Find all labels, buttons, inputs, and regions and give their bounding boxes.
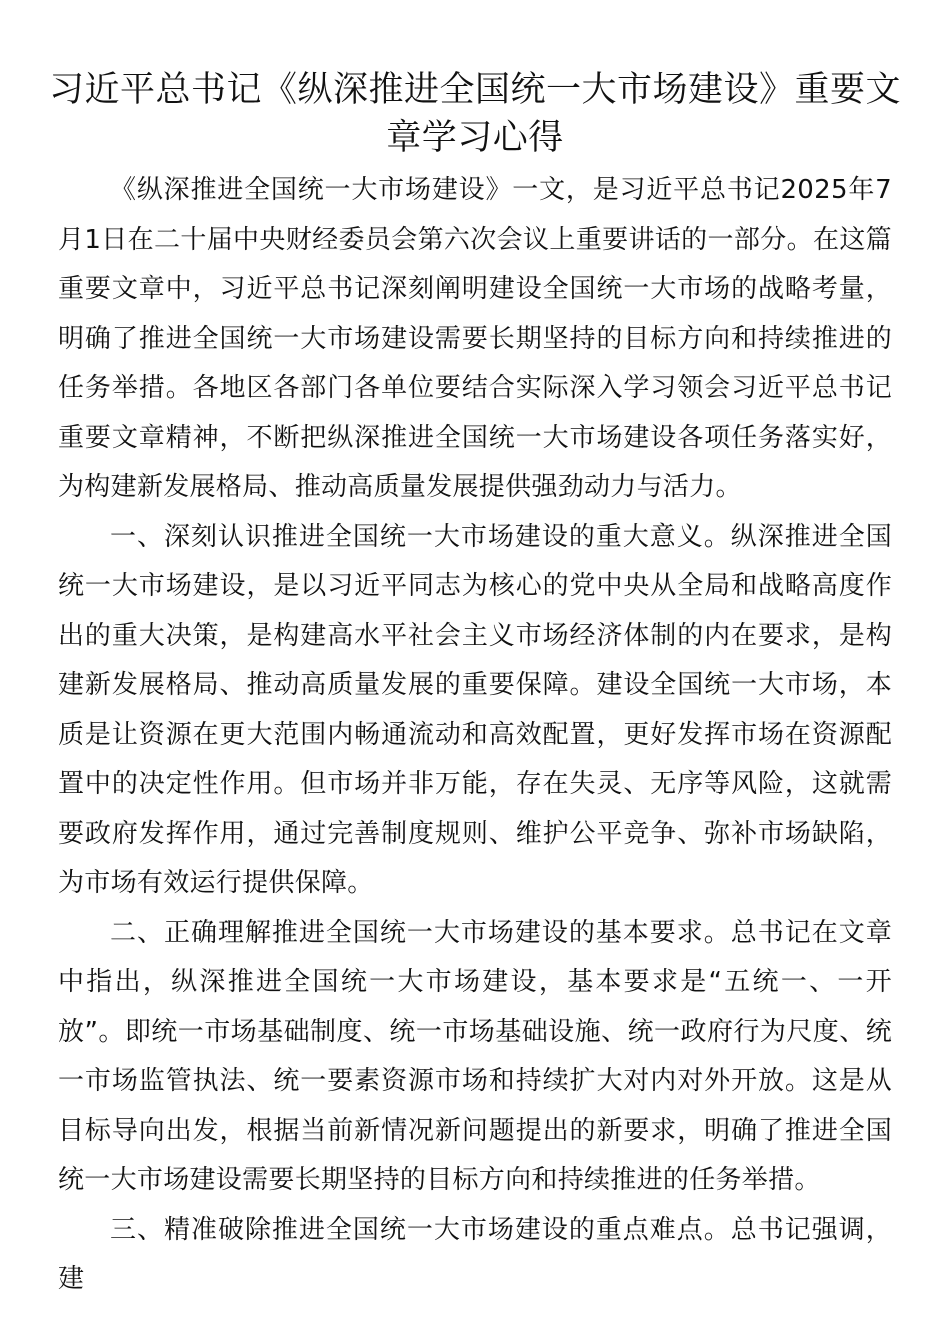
section-one-paragraph: 一、深刻认识推进全国统一大市场建设的重大意义。纵深推进全国统一大市场建设，是以习近平同志为核心的党中央从全局和战略高度作出的重大决策，是构建高水平社会主义市场经济体制的内在要求，是构建新发展格局、推动高质量发展的重要保障。建设全国统一大市场，本质是让资源在更大范围内畅通流动和高效配置，更好发挥市场在资源配置中的决定性作用。但市场并非万能，存在失灵、无序等风险，这就需要政府发挥作用，通过完善制度规则、维护公平竞争、弥补市场缺陷，为市场有效运行提供保障。 xyxy=(58,521,892,898)
section-two-paragraph: 二、正确理解推进全国统一大市场建设的基本要求。总书记在文章中指出，纵深推进全国统一大市场建设，基本要求是“五统一、一开放”。即统一市场基础制度、统一市场基础设施、统一政府行为尺度、统一市场监管执法、统一要素资源市场和持续扩大对内对外开放。这是从目标导向出发，根据当前新情况新问题提出的新要求，明确了推进全国统一大市场建设需要长期坚持的目标方向和持续推进的任务举措。 xyxy=(58,917,892,1195)
document-body xyxy=(58,166,892,1305)
section-three-paragraph: 三、精准破除推进全国统一大市场建设的重点难点。总书记强调，建 xyxy=(58,1214,892,1294)
intro-paragraph: 《纵深推进全国统一大市场建设》一文，是习近平总书记2025年7月1日在二十届中央财经委员会第六次会议上重要讲话的一部分。在这篇重要文章中，习近平总书记深刻阐明建设全国统一大市场的战略考量，明确了推进全国统一大市场建设需要长期坚持的目标方向和持续推进的任务举措。各地区各部门各单位要结合实际深入学习领会习近平总书记重要文章精神，不断把纵深推进全国统一大市场建设各项任务落实好，为构建新发展格局、推动高质量发展提供强劲动力与活力。 xyxy=(58,175,892,502)
document-title: 习近平总书记《纵深推进全国统一大市场建设》重要文章学习心得 xyxy=(48,70,901,158)
